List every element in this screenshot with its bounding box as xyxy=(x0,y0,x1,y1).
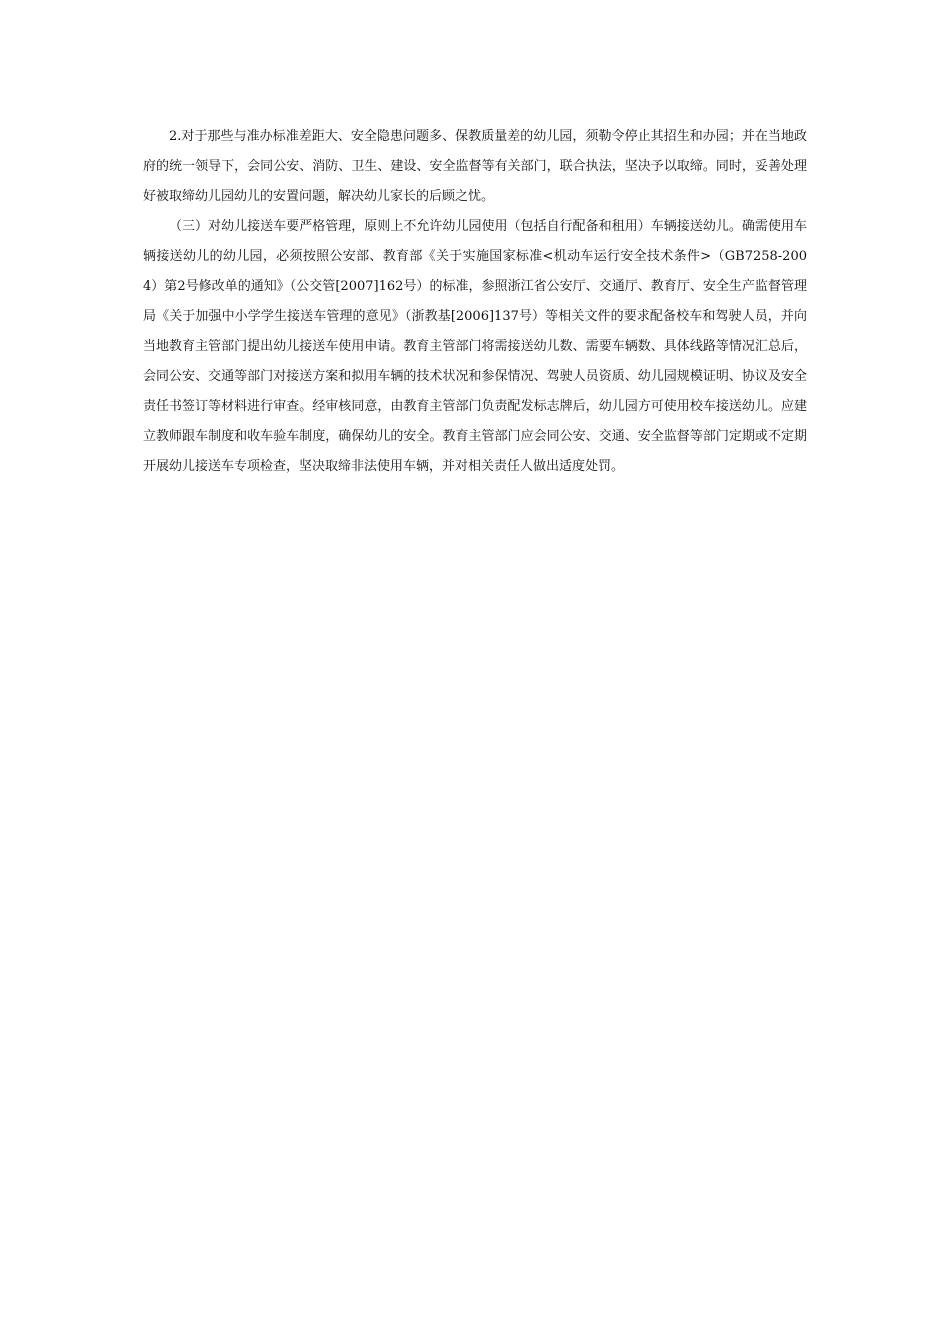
document-body xyxy=(143,122,807,482)
paragraph-item-2: 2.对于那些与准办标准差距大、安全隐患问题多、保教质量差的幼儿园，须勒令停止其招生和办园；并在当地政府的统一领导下，会同公安、消防、卫生、建设、安全监督等有关部门，联合执法，坚决予以取缔。同时，妥善处理好被取缔幼儿园幼儿的安置问题，解决幼儿家长的后顾之忧。 xyxy=(143,129,807,204)
paragraph-section-3: （三）对幼儿接送车要严格管理，原则上不允许幼儿园使用（包括自行配备和租用）车辆接送幼儿。确需使用车辆接送幼儿的幼儿园，必须按照公安部、教育部《关于实施国家标准<机动车运行安全技术条件>（GB7258-2004）第2号修改单的通知》（公交管[2007]162号）的标准，参照浙江省公安厅、交通厅、教育厅、安全生产监督管理局《关于加强中小学学生接送车管理的意见》（浙教基[2006]137号）等相关文件的要求配备校车和驾驶人员，并向当地教育主管部门提出幼儿接送车使用申请。教育主管部门将需接送幼儿数、需要车辆数、具体线路等情况汇总后，会同公安、交通等部门对接送方案和拟用车辆的技术状况和参保情况、驾驶人员资质、幼儿园规模证明、协议及安全责任书签订等材料进行审查。经审核同意，由教育主管部门负责配发标志牌后，幼儿园方可使用校车接送幼儿。应建立教师跟车制度和收车验车制度，确保幼儿的安全。教育主管部门应会同公安、交通、安全监督等部门定期或不定期开展幼儿接送车专项检查，坚决取缔非法使用车辆，并对相关责任人做出适度处罚。 xyxy=(143,219,807,474)
